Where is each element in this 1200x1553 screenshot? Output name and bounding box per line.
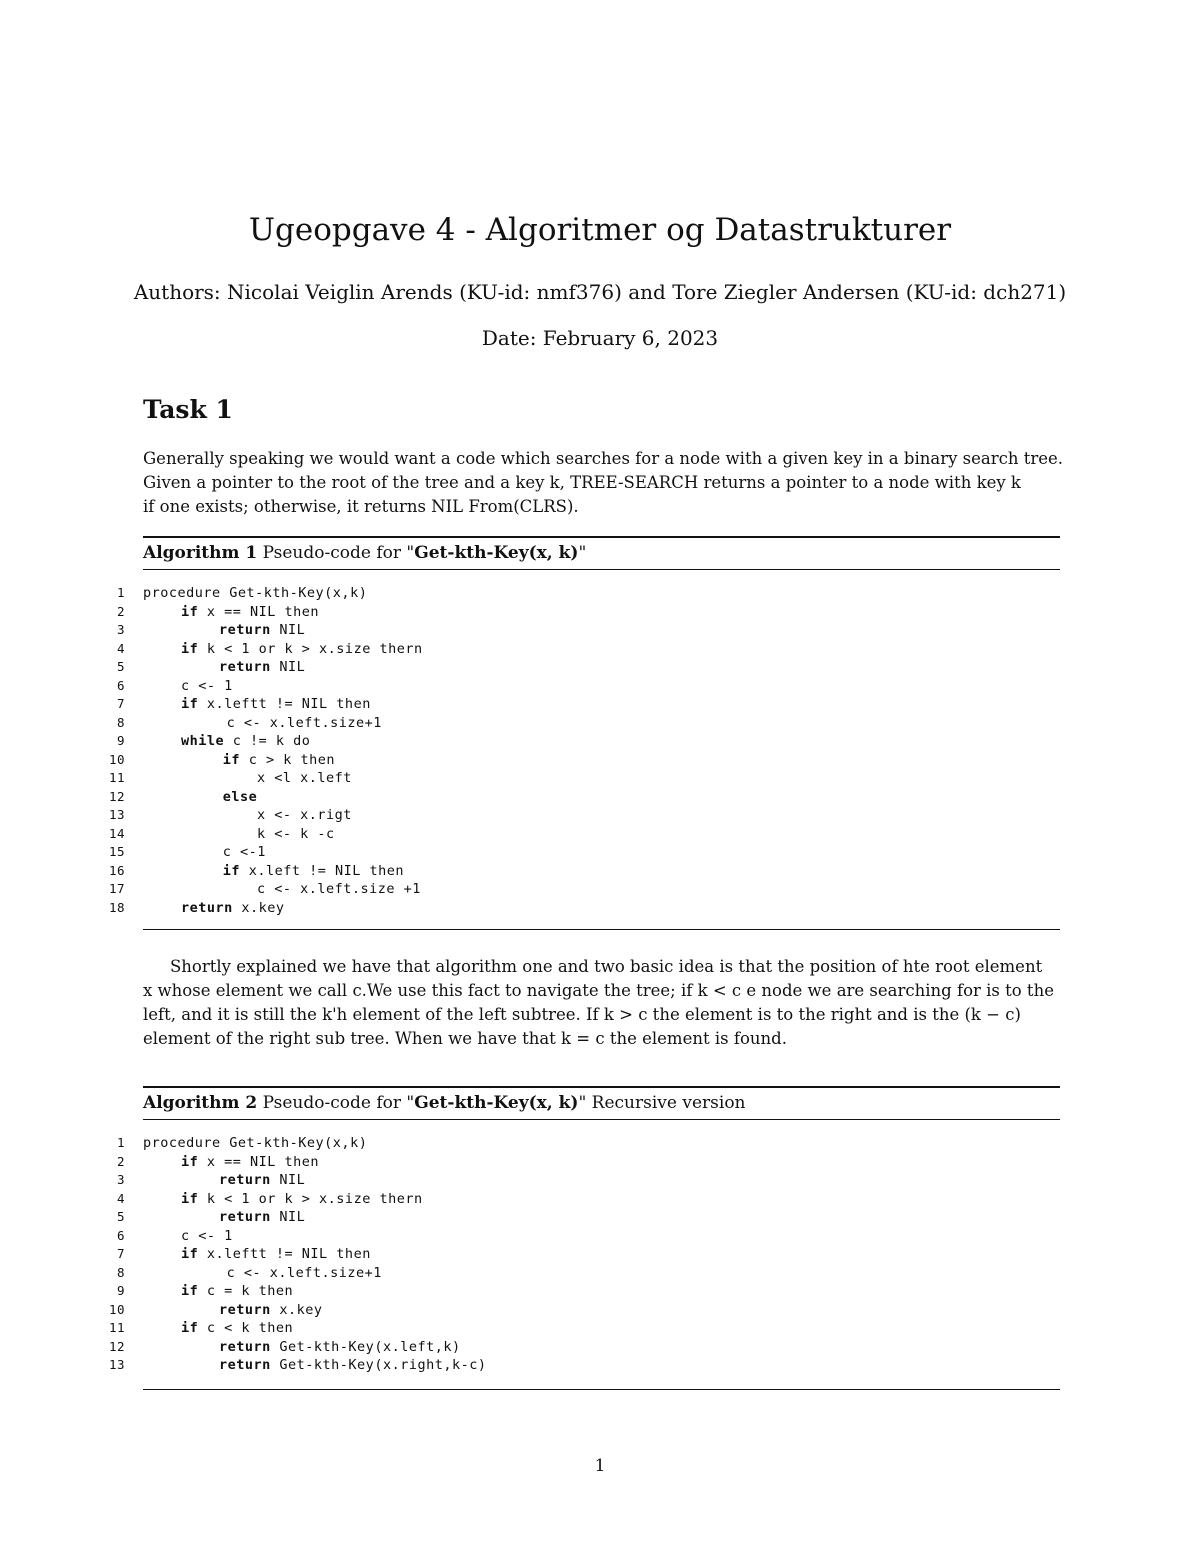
code-line [108, 806, 1060, 825]
keyword: else [222, 788, 258, 805]
line-number: 5 [116, 659, 125, 674]
keyword: return [219, 1357, 271, 1373]
code-line [108, 880, 1060, 899]
code-line [108, 1301, 1060, 1320]
code-rest: x == NIL then [198, 1153, 320, 1170]
line-number: 6 [116, 1227, 125, 1243]
line-number: 9 [116, 733, 125, 748]
algorithm-1-caption-suffix: " [578, 543, 587, 563]
algorithm-2-block [108, 1086, 1060, 1390]
code-rest: NIL [270, 1172, 306, 1188]
line-number: 1 [116, 585, 125, 600]
line-number: 1 [116, 1135, 125, 1150]
keyword: if [181, 1190, 199, 1207]
code-line [116, 1208, 1060, 1227]
code-line [116, 603, 1060, 622]
code-text [181, 1246, 371, 1262]
code-text [219, 1339, 461, 1355]
code-rest: c <- 1 [181, 677, 233, 694]
line-number: 9 [116, 1283, 125, 1298]
line-number: 8 [116, 714, 125, 730]
code-rest: procedure Get-kth-Key(x,k) [143, 585, 368, 601]
code-rest: NIL [270, 1209, 306, 1225]
algorithm-2-caption [143, 1086, 1060, 1120]
code-text [181, 641, 423, 657]
code-text [223, 844, 266, 860]
code-text [181, 1283, 293, 1299]
keyword: return [219, 1338, 271, 1355]
keyword: if [222, 751, 241, 768]
code-rest: c > k then [240, 751, 335, 768]
line-number: 2 [116, 603, 125, 619]
keyword: return [219, 622, 271, 638]
code-line [116, 658, 1060, 677]
code-line [108, 1319, 1060, 1338]
code-line [116, 1134, 1060, 1153]
intro-line: Given a pointer to the root of the tree and a key k, TREE-SEARCH returns a pointer to a node with key k [143, 473, 1021, 492]
keyword: if [181, 1320, 199, 1336]
explanation-line: Shortly explained we have that algorithm one and two basic idea is that the position of hte root element [170, 957, 1043, 976]
line-number: 13 [108, 807, 125, 822]
explanation-line: left, and it is still the k'h element of the left subtree. If k > c the element is to the right and is the (k − c) [143, 1005, 1021, 1024]
line-number: 13 [108, 1357, 125, 1372]
line-number: 11 [108, 1320, 125, 1335]
code-text [227, 1265, 382, 1281]
date-line: Date: February 6, 2023 [481, 326, 719, 350]
line-number: 7 [116, 696, 125, 711]
code-text [181, 1228, 233, 1244]
code-rest: x.key [270, 1301, 323, 1318]
code-text [181, 733, 310, 749]
algorithm-2-caption-suffix: " Recursive version [578, 1093, 746, 1113]
code-rest: c <-1 [222, 844, 266, 860]
document-title: Ugeopgave 4 - Algoritmer og Datastrukturer [248, 212, 952, 248]
line-number: 17 [108, 881, 125, 896]
code-line [108, 769, 1060, 788]
code-text [143, 585, 367, 601]
code-rest: x.leftt != NIL then [198, 696, 371, 712]
code-text [219, 1357, 486, 1373]
line-number: 16 [108, 862, 125, 878]
code-line [108, 862, 1060, 881]
code-text [219, 1302, 323, 1318]
code-line [116, 695, 1060, 714]
keyword: if [181, 1283, 199, 1299]
keyword: if [181, 1246, 199, 1262]
code-rest: k < 1 or k > x.size thern [198, 640, 423, 657]
algorithm-1-caption [143, 536, 1060, 570]
line-number: 3 [116, 622, 125, 637]
intro-line: Generally speaking we would want a code which searches for a node with a given key in a binary search tree. [143, 449, 1064, 468]
line-number: 6 [116, 677, 125, 693]
keyword: return [219, 1301, 271, 1318]
code-rest: Get-kth-Key(x.right,k-c) [270, 1357, 487, 1373]
line-number: 4 [116, 1190, 125, 1206]
line-number: 10 [108, 1301, 125, 1317]
code-rest: c != k do [224, 733, 311, 749]
line-number: 15 [108, 844, 125, 859]
keyword: if [222, 862, 241, 879]
code-rest: c < k then [198, 1320, 294, 1336]
algorithm-1-label: Algorithm 1 [143, 543, 258, 563]
line-number: 5 [116, 1209, 125, 1224]
algorithm-1-rule [143, 929, 1060, 930]
keyword: if [181, 696, 199, 712]
code-text [181, 900, 285, 916]
code-text [181, 678, 233, 694]
code-text [223, 863, 404, 879]
code-text [219, 1209, 305, 1225]
algorithm-1-function-name: Get-kth-Key(x, k) [414, 543, 579, 563]
code-text [181, 604, 319, 620]
page-number: 1 [594, 1456, 606, 1476]
code-rest: x.key [232, 899, 285, 916]
algorithm-2-rule [143, 1389, 1060, 1390]
code-rest: x.left != NIL then [240, 862, 404, 879]
code-text [257, 770, 352, 786]
code-text [181, 1191, 423, 1207]
line-number: 4 [116, 640, 125, 656]
code-text [181, 1320, 293, 1336]
code-rest: x.leftt != NIL then [198, 1246, 371, 1262]
code-text [219, 659, 305, 675]
keyword: while [181, 733, 225, 749]
explanation-line: x whose element we call c.We use this fact to navigate the tree; if k < c e node we are searching for is to the [143, 981, 1054, 1000]
code-text [219, 1172, 305, 1188]
code-text [143, 1135, 367, 1151]
keyword: if [181, 603, 199, 620]
code-line [108, 751, 1060, 770]
keyword: return [219, 1209, 271, 1225]
keyword: return [219, 659, 271, 675]
algorithm-2-code [108, 1120, 1060, 1375]
line-number: 3 [116, 1172, 125, 1187]
code-text [181, 696, 371, 712]
intro-paragraph [143, 447, 1064, 519]
code-text [257, 807, 352, 823]
algorithm-1-code [108, 570, 1060, 917]
algorithm-2-label: Algorithm 2 [143, 1093, 258, 1113]
code-line [108, 1338, 1060, 1357]
code-rest: c = k then [198, 1283, 294, 1299]
code-rest: k < 1 or k > x.size thern [198, 1190, 423, 1207]
line-number: 14 [108, 825, 125, 841]
line-number: 2 [116, 1153, 125, 1169]
code-rest: x == NIL then [198, 603, 320, 620]
code-line [108, 899, 1060, 918]
code-text [257, 881, 421, 897]
line-number: 12 [108, 788, 125, 804]
code-rest: NIL [270, 659, 306, 675]
code-line [108, 788, 1060, 807]
algorithm-2-caption-prefix: Pseudo-code for " [262, 1093, 415, 1113]
code-text [181, 1154, 319, 1170]
code-line [116, 584, 1060, 603]
code-text [223, 752, 335, 768]
code-rest: x <- x.rigt [257, 807, 352, 823]
code-rest: c <- x.left.size+1 [226, 714, 382, 731]
code-line [108, 825, 1060, 844]
algorithm-2-function-name: Get-kth-Key(x, k) [414, 1093, 579, 1113]
code-line [116, 1171, 1060, 1190]
code-text [257, 826, 335, 842]
algorithm-1-caption-prefix: Pseudo-code for " [262, 543, 415, 563]
algorithm-1-block [108, 536, 1060, 930]
keyword: if [181, 640, 199, 657]
keyword: return [219, 1172, 271, 1188]
explanation-line: element of the right sub tree. When we have that k = c the element is found. [143, 1029, 787, 1048]
code-text [219, 622, 305, 638]
keyword: if [181, 1153, 199, 1170]
code-line [116, 677, 1060, 696]
code-line [116, 1282, 1060, 1301]
keyword: return [181, 899, 233, 916]
code-line [116, 1264, 1060, 1283]
code-rest: k <- k -c [257, 825, 335, 842]
intro-line: if one exists; otherwise, it returns NIL From(CLRS). [143, 497, 579, 516]
authors-line: Authors: Nicolai Veiglin Arends (KU-id: nmf376) and Tore Ziegler Andersen (KU-id: dch271) [133, 280, 1067, 304]
line-number: 10 [108, 751, 125, 767]
code-rest: procedure Get-kth-Key(x,k) [143, 1135, 368, 1151]
code-rest: x <l x.left [257, 770, 352, 786]
code-rest: Get-kth-Key(x.left,k) [270, 1338, 461, 1355]
code-line [116, 1190, 1060, 1209]
code-text [227, 715, 382, 731]
code-line [108, 1356, 1060, 1375]
code-line [116, 732, 1060, 751]
line-number: 12 [108, 1338, 125, 1354]
code-line [116, 714, 1060, 733]
section-heading-task-1: Task 1 [143, 395, 233, 424]
code-line [116, 1227, 1060, 1246]
code-line [116, 1153, 1060, 1172]
line-number: 11 [108, 770, 125, 785]
code-line [116, 1245, 1060, 1264]
line-number: 8 [116, 1264, 125, 1280]
explanation-paragraph [143, 955, 1060, 1051]
code-rest: NIL [270, 622, 306, 638]
code-rest: c <- x.left.size +1 [257, 881, 421, 897]
code-line [116, 621, 1060, 640]
code-line [116, 640, 1060, 659]
code-line [108, 843, 1060, 862]
line-number: 18 [108, 899, 125, 915]
code-rest: c <- 1 [181, 1227, 233, 1244]
line-number: 7 [116, 1246, 125, 1261]
code-text [223, 789, 258, 805]
code-rest: c <- x.left.size+1 [226, 1264, 382, 1281]
